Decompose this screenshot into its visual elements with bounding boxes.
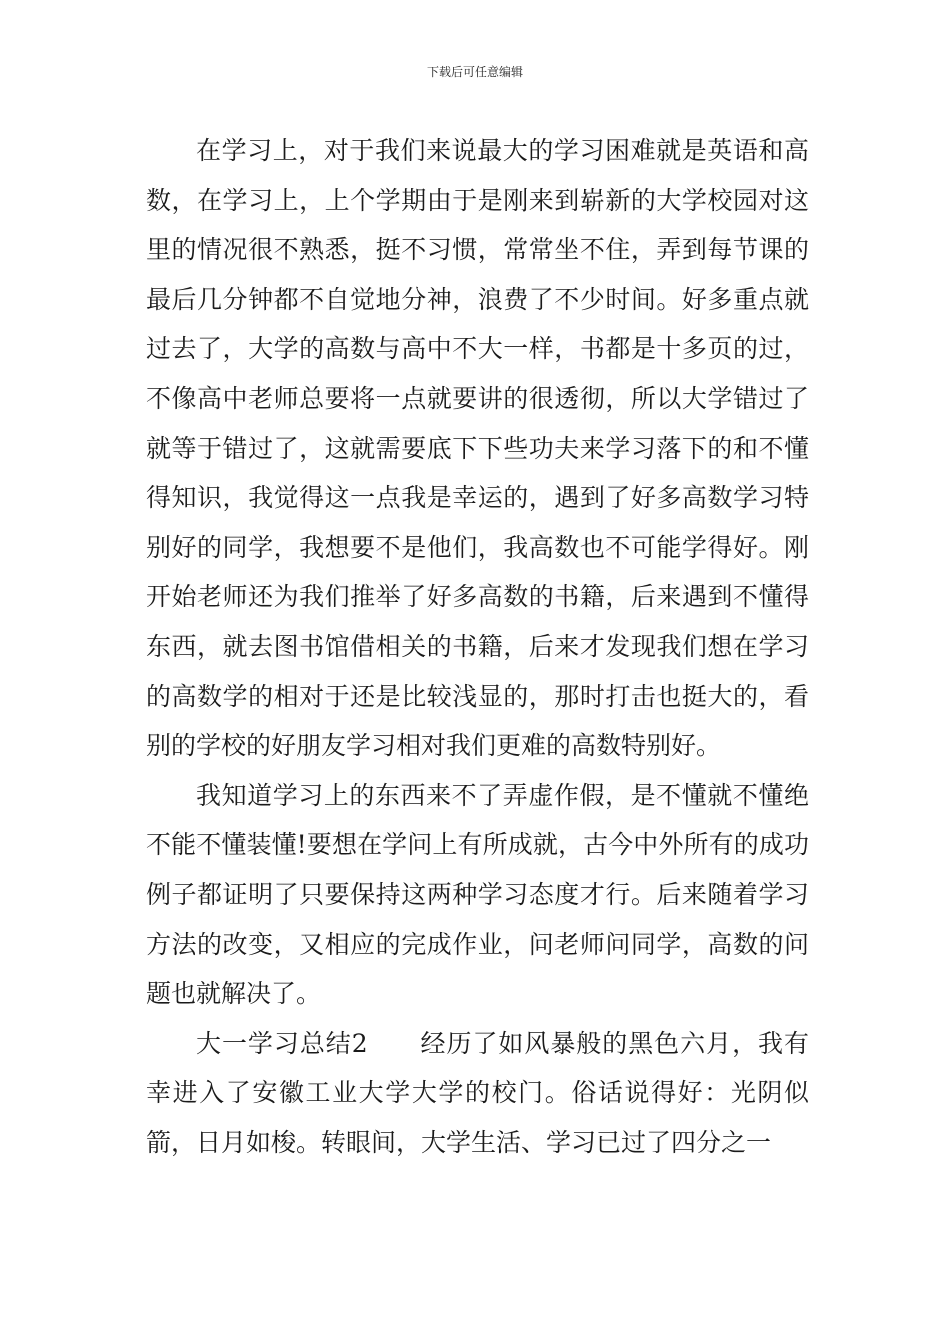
document-body [146, 126, 809, 1167]
paragraph-1: 在学习上，对于我们来说最大的学习困难就是英语和高数，在学习上，上个学期由于是刚来到崭新的大学校园对这里的情况很不熟悉，挺不习惯，常常坐不住，弄到每节课的最后几分钟都不自觉地分神，浪费了不少时间。好多重点就过去了，大学的高数与高中不大一样，书都是十多页的过，不像高中老师总要将一点就要讲的很透彻，所以大学错过了就等于错过了，这就需要底下下些功夫来学习落下的和不懂得知识，我觉得这一点我是幸运的，遇到了好多高数学习特别好的同学，我想要不是他们，我高数也不可能学得好。刚开始老师还为我们推举了好多高数的书籍，后来遇到不懂得东西，就去图书馆借相关的书籍，后来才发现我们想在学习的高数学的相对于还是比较浅显的，那时打击也挺大的，看别的学校的好朋友学习相对我们更难的高数特别好。 [146, 136, 809, 761]
paragraph-3: 大一学习总结2 经历了如风暴般的黑色六月，我有幸进入了安徽工业大学大学的校门。俗话说得好：光阴似箭，日月如梭。转眼间，大学生活、学习已过了四分之一 [146, 1028, 809, 1157]
page-header: 下载后可任意编辑 [426, 65, 523, 79]
paragraph-2: 我知道学习上的东西来不了弄虚作假，是不懂就不懂绝不能不懂装懂!要想在学问上有所成就，古今中外所有的成功例子都证明了只要保持这两种学习态度才行。后来随着学习方法的改变，又相应的完成作业，问老师问同学，高数的问题也就解决了。 [146, 780, 809, 1009]
